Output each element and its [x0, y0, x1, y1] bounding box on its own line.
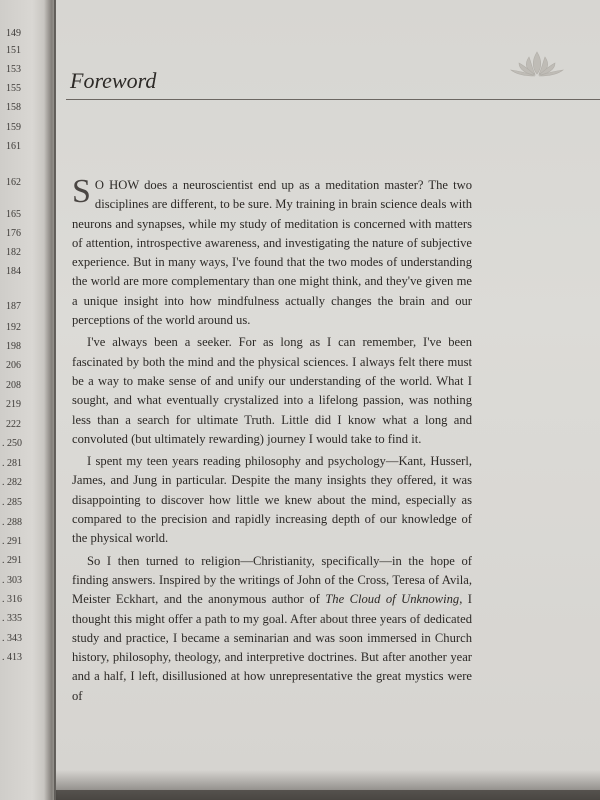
- toc-page-number: . 335: [2, 613, 22, 624]
- toc-page-number: 198: [6, 341, 21, 352]
- toc-page-number: 155: [6, 83, 21, 94]
- paragraph-text: O HOW does a neuroscientist end up as a meditation master? The two disciplines are different, to be sure. My training in brain science deals with neurons and synapses, while my study of meditation is concerned with matters of attention, introspective awareness, and investigating the nature of subjective experience. But in many ways, I've found that the two modes of understanding the world are more complementary than one might think, and they've given me a unique insight into how mindfulness actually changes the brain and our perceptions of the world around us.: [72, 178, 472, 328]
- toc-page-number: 151: [6, 45, 21, 56]
- toc-page-number: . 291: [2, 536, 22, 547]
- body-text: [72, 173, 472, 709]
- paragraph-text: , I thought this might offer a path to my goal. After about three years of dedicated study and practice, I became a seminarian and was soon immersed in Church history, philosophy, theology, and interpretive doctrines. But after another year and a half, I left, disillusioned at how unrepresentative the great mystics were of: [72, 592, 472, 703]
- toc-page-number: 149: [6, 28, 21, 39]
- toc-page-number: 159: [6, 122, 21, 133]
- heading-rule: [66, 99, 600, 100]
- toc-page-number: 184: [6, 266, 21, 277]
- toc-page-number: 208: [6, 380, 21, 391]
- chapter-heading: Foreword: [70, 68, 157, 93]
- toc-page-number: 153: [6, 64, 21, 75]
- toc-page-number: . 316: [2, 594, 22, 605]
- toc-page-number: . 343: [2, 633, 22, 644]
- toc-page-number: 176: [6, 228, 21, 239]
- toc-page-number: 192: [6, 322, 21, 333]
- toc-page-number: 219: [6, 399, 21, 410]
- paragraph: [72, 173, 472, 330]
- toc-page-number: 206: [6, 360, 21, 371]
- drop-cap: S: [72, 173, 91, 210]
- paragraph: [72, 552, 472, 706]
- lotus-icon: [507, 48, 567, 80]
- toc-page-number: . 285: [2, 497, 22, 508]
- toc-page-number: 158: [6, 102, 21, 113]
- toc-page-number: 222: [6, 419, 21, 430]
- paragraph: I've always been a seeker. For as long as I can remember, I've been fascinated by both the mind and the physical sciences. I always felt there must be a way to make sense of and unify our understanding of the world. What I sought, and what eventually crystalized into a lifelong passion, was nothing less than a search for ultimate Truth. Little did I know what a long and convoluted (but ultimately rewarding) journey I would take to find it.: [72, 335, 472, 446]
- toc-page-number: 187: [6, 301, 21, 312]
- toc-page-number: . 291: [2, 555, 22, 566]
- toc-page-number-column: [0, 0, 40, 800]
- toc-page-number: . 282: [2, 477, 22, 488]
- toc-page-number: . 281: [2, 458, 22, 469]
- paragraph-text: So I then turned to religion—Christianity, specifically—in the hope of finding answers. Inspired by the writings of John of the Cross, Teresa of Avila, Meister Eckhart, and the anonymous author of: [72, 553, 472, 607]
- toc-page-number: 161: [6, 141, 21, 152]
- page-bottom-edge: [56, 770, 600, 800]
- toc-page-number: . 288: [2, 517, 22, 528]
- toc-page-number: . 250: [2, 438, 22, 449]
- toc-page-number: 182: [6, 247, 21, 258]
- paragraph: I spent my teen years reading philosophy and psychology—Kant, Husserl, James, and Jung in particular. Despite the many insights they offered, it was disappointing to discover how little we knew about the mind, especially as compared to the precision and rapidly increasing depth of our knowledge of the physical world.: [72, 454, 472, 546]
- toc-page-number: 165: [6, 209, 21, 220]
- toc-page-number: 162: [6, 177, 21, 188]
- toc-page-number: . 413: [2, 652, 22, 663]
- book-title: The Cloud of Unknowing: [325, 592, 460, 607]
- toc-page-number: . 303: [2, 575, 22, 586]
